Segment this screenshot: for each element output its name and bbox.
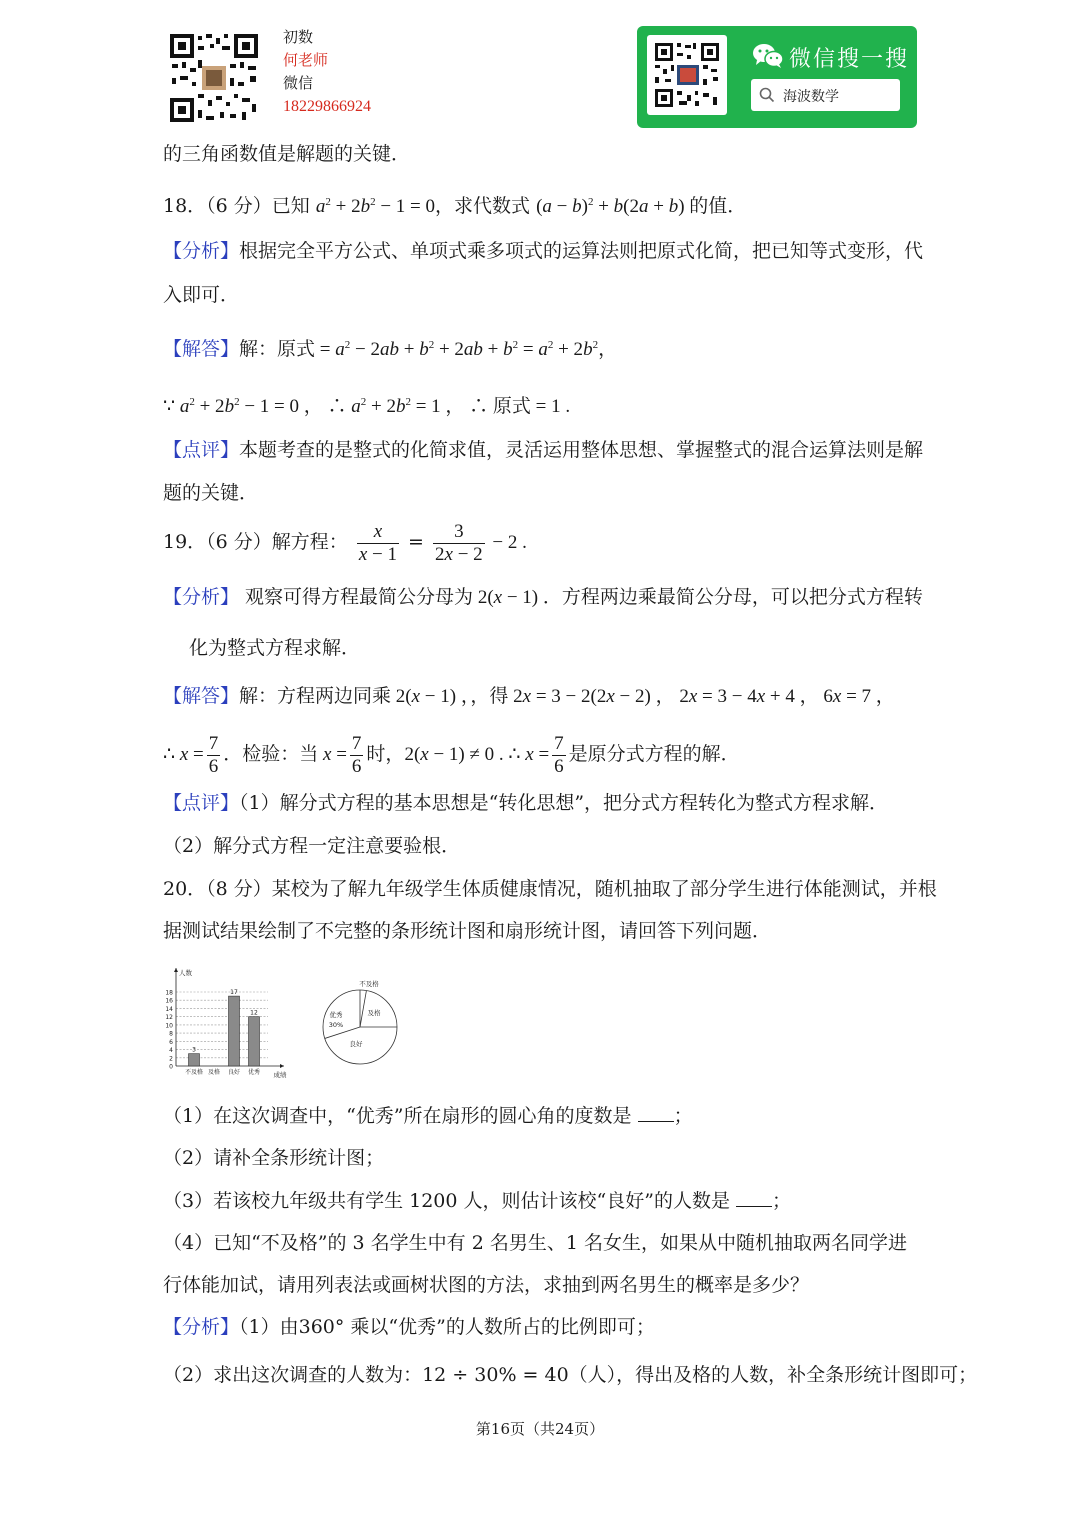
bar-优秀 bbox=[249, 1017, 260, 1066]
q20-sub3-text: （3）若该校九年级共有学生 1200 人，则估计该校“良好”的人数是 bbox=[163, 1190, 730, 1212]
y-tick-label: 2 bbox=[169, 1055, 173, 1063]
y-tick-label: 6 bbox=[169, 1038, 173, 1046]
q18-comment bbox=[163, 438, 923, 462]
q19-answer-get: ，得 bbox=[470, 685, 509, 707]
search-icon bbox=[759, 87, 775, 103]
pie-percent-label: 30% bbox=[328, 1021, 344, 1029]
pie-label-不及格: 不及格 bbox=[359, 980, 379, 988]
q19-check: ．检验：当 bbox=[223, 743, 319, 765]
q20-sub4a: （4）已知“不及格”的 3 名学生中有 2 名男生、1 名女生，如果从中随机抽取两名同学进 bbox=[163, 1232, 907, 1254]
y-tick-label: 8 bbox=[169, 1030, 173, 1038]
q18-answer-lead: 解：原式 bbox=[239, 338, 316, 360]
wechat-qr-code bbox=[647, 35, 727, 115]
y-axis-label: 人数 bbox=[179, 969, 192, 977]
x-axis-label: 成绩 bbox=[273, 1071, 287, 1079]
q20-sub1: （1）在这次调查中，“优秀”所在扇形的圆心角的度数是 ； bbox=[163, 1105, 693, 1127]
q19-answer-step2: ∴ x = $\frac{7}{6}$ ．检验：当 x = $\frac{7}{6}$ 时，2(x − 1) ≠ 0 . ∴ x = $\frac{7}{6}$ 是原分式方程的解． bbox=[163, 732, 740, 777]
x-axis-arrow bbox=[280, 1064, 284, 1068]
analysis-tag: 【分析】 bbox=[163, 586, 240, 608]
bar-value-label: 17 bbox=[230, 989, 238, 997]
comment-tag: 【点评】 bbox=[163, 439, 240, 461]
x-tick-label: 优秀 bbox=[247, 1069, 261, 1076]
x-tick-label: 良好 bbox=[227, 1069, 241, 1076]
answer-blank[interactable] bbox=[638, 1103, 674, 1122]
q18-stem: 18．（6 分）已知 $a^2 + 2b^2 - 1 = 0$，求代数式 $(a - b)^2 + b(2a + b)$ 的值． bbox=[163, 195, 747, 217]
analysis-tag: 【分析】 bbox=[163, 1316, 240, 1338]
q18-mid: ，求代数式 bbox=[435, 195, 531, 217]
comment-tag: 【点评】 bbox=[163, 792, 240, 814]
bar-value-label: 12 bbox=[250, 1009, 258, 1017]
q19-comment-cont: （2）解分式方程一定注意要验根． bbox=[163, 835, 461, 857]
q20-stem-1: 20．（8 分）某校为了解九年级学生体质健康情况，随机抽取了部分学生进行体能测试，并根 bbox=[163, 878, 937, 900]
bar-value-label: 3 bbox=[192, 1046, 196, 1054]
answer-tag: 【解答】 bbox=[163, 338, 240, 360]
q19-head: 19．（6 分）解方程： bbox=[163, 531, 348, 553]
q18-answer: 【解答】解：原式 = $a^2 - 2ab + b^2 + 2ab + b^2 = a^2 + 2b^2$， bbox=[163, 338, 618, 360]
q18-tail: 的值． bbox=[689, 195, 747, 217]
q20-sub4b: 行体能加试，请用列表法或画树状图的方法，求抽到两名男生的概率是多少？ bbox=[163, 1274, 810, 1296]
qr-code-image bbox=[168, 32, 260, 124]
y-tick-label: 16 bbox=[165, 997, 173, 1005]
contact-info bbox=[283, 26, 371, 118]
wechat-search-text: 海波数学 bbox=[783, 89, 839, 105]
q19-analysis-text-a: 观察可得方程最简公分母为 bbox=[239, 586, 474, 608]
q20-analysis bbox=[163, 1315, 655, 1339]
wechat-search-banner[interactable] bbox=[637, 26, 917, 128]
answer-blank[interactable] bbox=[736, 1188, 772, 1207]
y-tick-label: 12 bbox=[165, 1014, 173, 1022]
q19-answer-text: 解：方程两边同乘 bbox=[239, 685, 392, 707]
wechat-search-box[interactable] bbox=[751, 79, 900, 111]
q19-analysis-text-b: ．方程两边乘最简公分母，可以把分式方程转 bbox=[542, 586, 923, 608]
wechat-logo-icon bbox=[752, 42, 784, 70]
q19-analysis-cont: 化为整式方程求解． bbox=[189, 637, 361, 659]
pie-chart bbox=[318, 975, 418, 1075]
q20-stem-2: 据测试结果绘制了不完整的条形统计图和扇形统计图，请回答下列问题． bbox=[163, 920, 772, 942]
prev-conclusion: 的三角函数值是解题的关键． bbox=[163, 143, 411, 165]
pie-label-及格: 及格 bbox=[367, 1009, 381, 1017]
contact-teacher: 何老师 bbox=[283, 51, 329, 69]
x-tick-label: 不及格 bbox=[184, 1069, 204, 1076]
y-tick-label: 10 bbox=[165, 1022, 173, 1030]
page-footer: 第16页（共24页） bbox=[475, 1420, 605, 1438]
contact-line3: 微信 bbox=[283, 74, 314, 92]
pie-label-良好: 良好 bbox=[349, 1040, 363, 1048]
q19-comment-text: （1）解分式方程的基本思想是“转化思想”，把分式方程转化为整式方程求解． bbox=[239, 792, 889, 814]
q19-stem: 19．（6 分）解方程： $\frac{x}{x - 1}$ = $\frac{3}{2x - 2}$ − 2 . bbox=[163, 520, 527, 565]
y-tick-label: 0 bbox=[169, 1063, 173, 1071]
bar-chart bbox=[160, 962, 300, 1082]
y-tick-label: 4 bbox=[169, 1047, 173, 1055]
q20-sub3: （3）若该校九年级共有学生 1200 人，则估计该校“良好”的人数是 ； bbox=[163, 1190, 792, 1212]
bar-良好 bbox=[229, 996, 240, 1066]
q20-analysis-text: （1）由360° 乘以“优秀”的人数所占的比例即可； bbox=[239, 1316, 655, 1338]
answer-tag: 【解答】 bbox=[163, 685, 240, 707]
q20-analysis-cont: （2）求出这次调查的人数为：12 ÷ 30% = 40（人），得出及格的人数，补全条形统计图即可； bbox=[163, 1364, 978, 1386]
contact-phone: 18229866924 bbox=[283, 98, 371, 115]
q18-answer-step2: ∵ $a^2 + 2b^2 - 1 = 0$ ， ∴ $a^2 + 2b^2 = 1$ ， ∴ 原式 = 1 . bbox=[163, 396, 571, 417]
x-tick-label: 及格 bbox=[207, 1069, 221, 1076]
q19-analysis: 【分析】 观察可得方程最简公分母为 2(x − 1) ．方程两边乘最简公分母，可以把分式方程转 bbox=[163, 586, 923, 608]
q20-sub1-text: （1）在这次调查中，“优秀”所在扇形的圆心角的度数是 bbox=[163, 1105, 632, 1127]
q18-analysis bbox=[163, 239, 923, 263]
q19-comment bbox=[163, 791, 888, 815]
wechat-search-title: 微信搜一搜 bbox=[789, 47, 910, 72]
y-axis-arrow bbox=[174, 968, 178, 972]
bar-不及格 bbox=[189, 1054, 200, 1066]
pie-label-优秀: 优秀 bbox=[329, 1011, 343, 1019]
contact-line1: 初数 bbox=[283, 28, 314, 46]
y-tick-label: 18 bbox=[165, 989, 173, 997]
q20-sub2: （2）请补全条形统计图； bbox=[163, 1147, 385, 1169]
y-tick-label: 14 bbox=[165, 1005, 173, 1013]
q18-comment-cont: 题的关键． bbox=[163, 482, 259, 504]
q18-analysis-text: 根据完全平方公式、单项式乘多项式的运算法则把原式化简，把已知等式变形，代 bbox=[239, 240, 924, 262]
q19-answer: 【解答】解：方程两边同乘 2(x − 1) ，，得 2x = 3 − 2(2x − 2) ， 2x = 3 − 4x + 4 ， 6x = 7 ， bbox=[163, 685, 895, 707]
q18-head: 18．（6 分）已知 bbox=[163, 195, 310, 217]
q18-analysis-cont: 入即可． bbox=[163, 284, 240, 306]
q18-comment-text: 本题考查的是整式的化简求值，灵活运用整体思想、掌握整式的混合运算法则是解 bbox=[239, 439, 924, 461]
q19-root: 是原分式方程的解． bbox=[568, 743, 740, 765]
q19-when: 时， bbox=[366, 743, 405, 765]
analysis-tag: 【分析】 bbox=[163, 240, 240, 262]
